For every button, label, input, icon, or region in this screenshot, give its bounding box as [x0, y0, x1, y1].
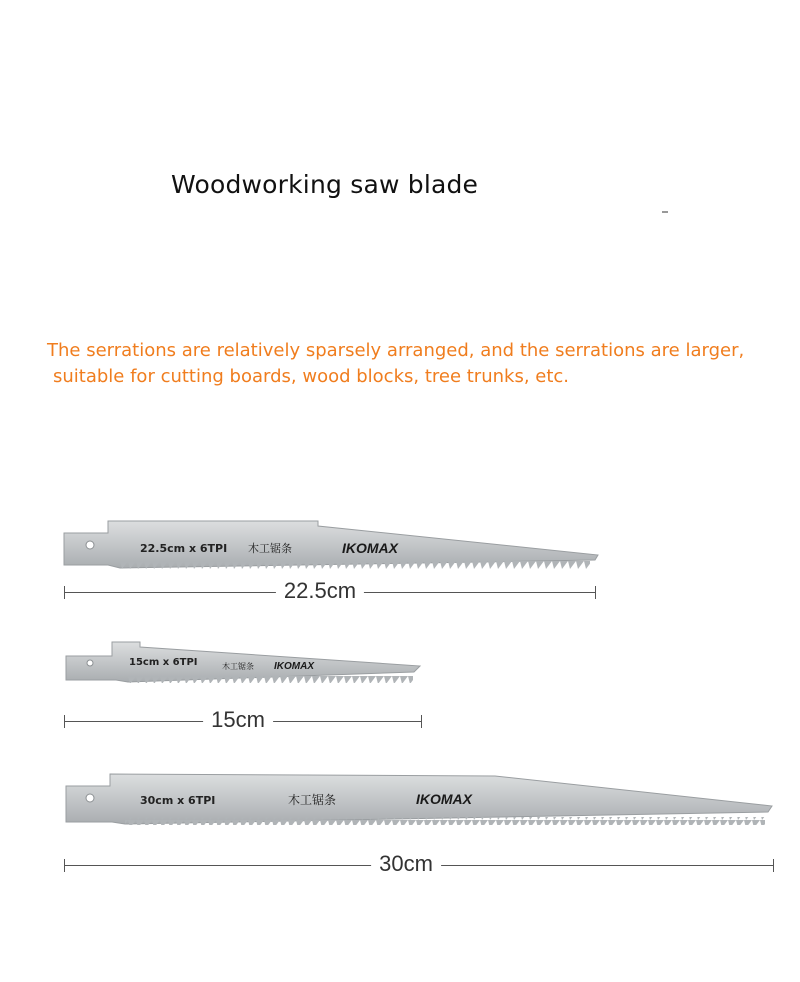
saw-blade-22-5cm [0, 505, 800, 585]
saw-blade-30cm [0, 764, 800, 834]
blade-cn-label: 木工锯条 [288, 793, 337, 807]
brand-logo: IKOMAX [416, 791, 472, 807]
blade-spec-text: 15cm x 6TPI [129, 657, 198, 668]
dimension-line-15cm [64, 707, 422, 732]
dimension-line-22-5cm [64, 578, 596, 603]
brand-logo: IKOMAX [342, 540, 398, 556]
blade-cn-label: 木工锯条 [248, 542, 292, 555]
description-line-1: The serrations are relatively sparsely arranged, and the serrations are larger, [47, 340, 745, 361]
blade-spec-text: 30cm x 6TPI [140, 794, 216, 807]
dimension-label: 30cm [371, 851, 441, 877]
description [47, 338, 787, 390]
description-line-2: suitable for cutting boards, wood blocks, tree trunks, etc. [53, 366, 570, 387]
page-title: Woodworking saw blade [171, 170, 479, 199]
speck [662, 211, 668, 213]
dimension-label: 22.5cm [276, 578, 364, 604]
brand-logo: IKOMAX [274, 661, 314, 672]
dimension-label: 15cm [203, 707, 273, 733]
blade-cn-label: 木工锯条 [222, 662, 254, 671]
saw-blade-15cm [0, 636, 800, 696]
blade-spec-text: 22.5cm x 6TPI [140, 542, 228, 555]
dimension-line-30cm [64, 851, 774, 876]
